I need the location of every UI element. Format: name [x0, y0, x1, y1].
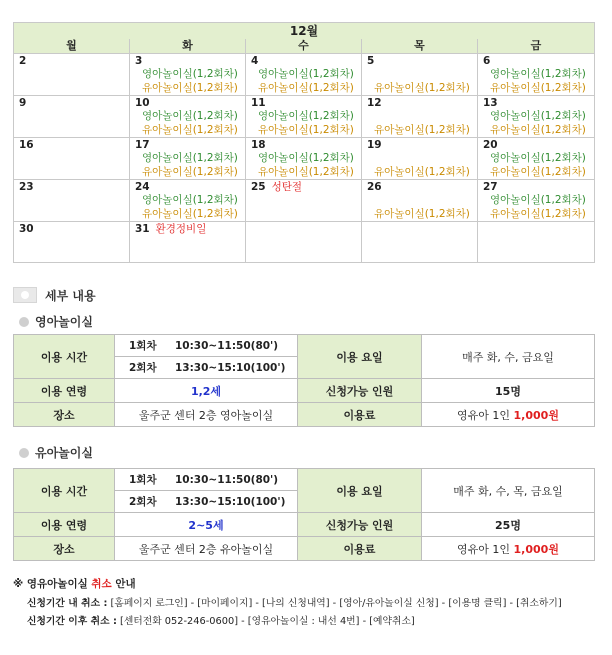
- infant-room-entry: 영아놀이실(1,2회차): [142, 68, 238, 80]
- day-cell: [478, 54, 595, 96]
- day-number: 20: [483, 139, 498, 151]
- cancel-after-period: [27, 613, 415, 627]
- session1-time: 10:30~11:50(80'): [175, 340, 279, 352]
- place-label: 장소: [14, 537, 115, 561]
- days-value: 매주 화, 수, 금요일: [422, 335, 595, 379]
- toddler-room-entry: 유아놀이실(1,2회차): [374, 81, 470, 94]
- notice-title-a: 영유아놀이실: [26, 578, 88, 590]
- day-number: 6: [483, 55, 491, 67]
- day-cell: [478, 180, 595, 222]
- fee-prefix: 영유아 1인: [457, 542, 511, 556]
- fee-amount: 1,000원: [513, 408, 559, 422]
- toddler-room-entry: 유아놀이실(1,2회차): [374, 207, 470, 220]
- day-number: 19: [367, 139, 382, 151]
- fee-amount: 1,000원: [513, 542, 559, 556]
- time-label: 이용 시간: [14, 469, 115, 513]
- days-label: 이용 요일: [298, 469, 422, 513]
- day-cell: [362, 138, 478, 180]
- cancel-notice: [13, 576, 603, 636]
- day-cell: [130, 222, 246, 263]
- day-cell: [130, 138, 246, 180]
- day-cell: [246, 222, 362, 263]
- infant-room-entry: 영아놀이실(1,2회차): [490, 194, 586, 206]
- day-cell: [130, 96, 246, 138]
- fee-value: [422, 403, 595, 427]
- capacity-value: 25명: [422, 513, 595, 537]
- row1-text: [홈페이지 로그인] - [마이페이지] - [나의 신청내역] - [영아/유아놀이실 신청] - [이용명 클릭] - [취소하기]: [110, 598, 562, 609]
- day-cell: [14, 138, 130, 180]
- day-cell: [362, 54, 478, 96]
- notice-title-b: 취소: [91, 578, 112, 590]
- capacity-label: 신청가능 인원: [298, 513, 422, 537]
- calendar-month: 12월: [14, 23, 595, 40]
- details-heading: [13, 287, 96, 304]
- toddler-room-entry: 유아놀이실(1,2회차): [490, 207, 586, 220]
- day-cell: [14, 222, 130, 263]
- age-value: 1,2세: [115, 379, 298, 403]
- toddler-room-entry: 유아놀이실(1,2회차): [374, 123, 470, 136]
- capacity-value: 15명: [422, 379, 595, 403]
- session1: [115, 469, 298, 491]
- place-value: 울주군 센터 2층 영아놀이실: [115, 403, 298, 427]
- cancel-within-period: [27, 595, 562, 609]
- day-cell: [14, 180, 130, 222]
- infant-room-entry: 영아놀이실(1,2회차): [258, 110, 354, 122]
- place-label: 장소: [14, 403, 115, 427]
- toddler-room-entry: 유아놀이실(1,2회차): [142, 123, 238, 136]
- day-cell: [246, 96, 362, 138]
- toddler-room-entry: 유아놀이실(1,2회차): [142, 81, 238, 94]
- notice-title-c: 안내: [115, 578, 136, 590]
- fee-label: 이용료: [298, 537, 422, 561]
- day-cell: [246, 54, 362, 96]
- infant-room-entry: 영아놀이실(1,2회차): [142, 194, 238, 206]
- infant-room-entry: 영아놀이실(1,2회차): [258, 68, 354, 80]
- toddler-room-entry: 유아놀이실(1,2회차): [258, 123, 354, 136]
- infant-room-entry: 영아놀이실(1,2회차): [490, 110, 586, 122]
- place-value: 울주군 센터 2층 유아놀이실: [115, 537, 298, 561]
- session2: [115, 491, 298, 513]
- notice-mark: ※: [13, 578, 24, 590]
- age-label: 이용 연령: [14, 379, 115, 403]
- session2-time: 13:30~15:10(100'): [175, 362, 286, 374]
- day-cell: [478, 96, 595, 138]
- holiday-label-cleaning: 환경정비일: [155, 223, 207, 235]
- day-number-value: 31: [135, 223, 150, 235]
- days-label: 이용 요일: [298, 335, 422, 379]
- session2: [115, 357, 298, 379]
- day-number: 9: [19, 97, 27, 109]
- day-cell: [362, 180, 478, 222]
- row1-label: 신청기간 내 취소 :: [27, 598, 108, 609]
- infant-room-entry: 영아놀이실(1,2회차): [490, 152, 586, 164]
- capacity-label: 신청가능 인원: [298, 379, 422, 403]
- day-number: 5: [367, 55, 375, 67]
- day-number: 24: [135, 181, 150, 193]
- day-number: 16: [19, 139, 34, 151]
- time-label: 이용 시간: [14, 335, 115, 379]
- age-label: 이용 연령: [14, 513, 115, 537]
- toddler-room-entry: 유아놀이실(1,2회차): [490, 81, 586, 94]
- day-number: [130, 222, 245, 236]
- day-number: 12: [367, 97, 382, 109]
- day-number: 4: [251, 55, 259, 67]
- infant-room-entry: 영아놀이실(1,2회차): [258, 152, 354, 164]
- weekday-mon: 월: [14, 39, 130, 54]
- day-number: 10: [135, 97, 150, 109]
- session1-label: 1회차: [129, 340, 157, 352]
- weekday-thu: 목: [362, 39, 478, 54]
- day-number-value: 25: [251, 181, 266, 193]
- day-number: 17: [135, 139, 150, 151]
- day-cell: [478, 222, 595, 263]
- day-number: 2: [19, 55, 27, 67]
- toddler-room-heading: [13, 444, 93, 461]
- toddler-room-entry: 유아놀이실(1,2회차): [258, 165, 354, 178]
- section-box-icon: [13, 287, 37, 303]
- infant-room-entry: 영아놀이실(1,2회차): [142, 152, 238, 164]
- toddler-room-entry: 유아놀이실(1,2회차): [490, 165, 586, 178]
- holiday-label-christmas: 성탄절: [271, 181, 303, 193]
- day-number: 18: [251, 139, 266, 151]
- fee-prefix: 영유아 1인: [457, 408, 511, 422]
- day-cell: [362, 222, 478, 263]
- day-cell: [362, 96, 478, 138]
- day-cell: [130, 54, 246, 96]
- session2-label: 2회차: [129, 496, 157, 508]
- day-number: 27: [483, 181, 498, 193]
- weekday-tue: 화: [130, 39, 246, 54]
- day-cell: [478, 138, 595, 180]
- fee-value: [422, 537, 595, 561]
- day-number: 13: [483, 97, 498, 109]
- days-value: 매주 화, 수, 목, 금요일: [422, 469, 595, 513]
- day-cell: [14, 54, 130, 96]
- day-number: 26: [367, 181, 382, 193]
- details-heading-text: 세부 내용: [45, 289, 96, 303]
- row2-text: [센터전화 052-246-0600] - [영유아놀이실 : 내선 4번] - [예약취소]: [120, 616, 415, 627]
- session2-time: 13:30~15:10(100'): [175, 496, 286, 508]
- day-cell: [130, 180, 246, 222]
- toddler-room-entry: 유아놀이실(1,2회차): [258, 81, 354, 94]
- day-number: [246, 180, 361, 194]
- session2-label: 2회차: [129, 362, 157, 374]
- day-number: 11: [251, 97, 266, 109]
- infant-room-heading: [13, 313, 93, 330]
- infant-room-entry: 영아놀이실(1,2회차): [490, 68, 586, 80]
- day-number: 23: [19, 181, 34, 193]
- bullet-dot-icon: [19, 448, 29, 458]
- age-value: 2~5세: [115, 513, 298, 537]
- weekday-header: [14, 39, 595, 54]
- day-number: 30: [19, 223, 34, 235]
- infant-room-table: [13, 334, 595, 427]
- session1-label: 1회차: [129, 474, 157, 486]
- cancel-notice-title: [13, 576, 603, 591]
- day-cell: [246, 138, 362, 180]
- day-cell: [246, 180, 362, 222]
- weekday-wed: 수: [246, 39, 362, 54]
- fee-label: 이용료: [298, 403, 422, 427]
- toddler-room-title: 유아놀이실: [35, 446, 93, 460]
- session1-time: 10:30~11:50(80'): [175, 474, 279, 486]
- toddler-room-entry: 유아놀이실(1,2회차): [142, 207, 238, 220]
- session1: [115, 335, 298, 357]
- infant-room-title: 영아놀이실: [35, 315, 93, 329]
- toddler-room-entry: 유아놀이실(1,2회차): [374, 165, 470, 178]
- day-number: 3: [135, 55, 143, 67]
- weekday-fri: 금: [478, 39, 595, 54]
- calendar: [13, 22, 595, 263]
- toddler-room-table: [13, 468, 595, 561]
- toddler-room-entry: 유아놀이실(1,2회차): [142, 165, 238, 178]
- bullet-dot-icon: [19, 317, 29, 327]
- infant-room-entry: 영아놀이실(1,2회차): [142, 110, 238, 122]
- row2-label: 신청기간 이후 취소 :: [27, 616, 117, 627]
- day-cell: [14, 96, 130, 138]
- toddler-room-entry: 유아놀이실(1,2회차): [490, 123, 586, 136]
